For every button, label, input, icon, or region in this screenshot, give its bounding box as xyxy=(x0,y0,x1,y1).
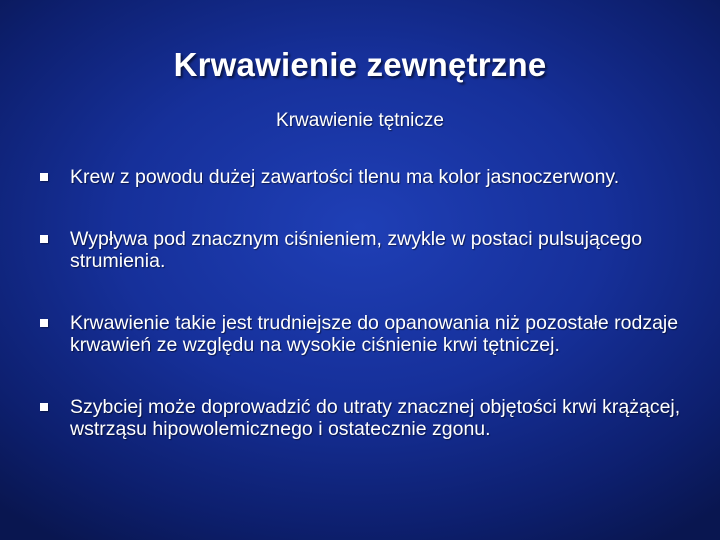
bullet-item xyxy=(34,228,694,272)
bullet-text: Szybciej może doprowadzić do utraty znacznej objętości krwi krążącej, wstrząsu hipowolemicznego i ostatecznie zgonu. xyxy=(70,396,681,440)
bullet-item xyxy=(34,166,694,188)
square-bullet-icon xyxy=(40,319,48,327)
bullet-list xyxy=(34,166,694,480)
slide-title: Krwawienie zewnętrzne xyxy=(173,46,547,83)
bullet-text: Krew z powodu dużej zawartości tlenu ma kolor jasnoczerwony. xyxy=(70,166,620,188)
square-bullet-icon xyxy=(40,235,48,243)
square-bullet-icon xyxy=(40,403,48,411)
bullet-text: Krwawienie takie jest trudniejsze do opanowania niż pozostałe rodzaje krwawień ze względu na wysokie ciśnienie krwi tętniczej. xyxy=(70,312,679,356)
bullet-item xyxy=(34,396,694,440)
bullet-item xyxy=(34,312,694,356)
square-bullet-icon xyxy=(40,173,48,181)
bullet-text: Wypływa pod znacznym ciśnieniem, zwykle w postaci pulsującego strumienia. xyxy=(70,228,643,272)
slide-subtitle: Krwawienie tętnicze xyxy=(276,110,444,131)
